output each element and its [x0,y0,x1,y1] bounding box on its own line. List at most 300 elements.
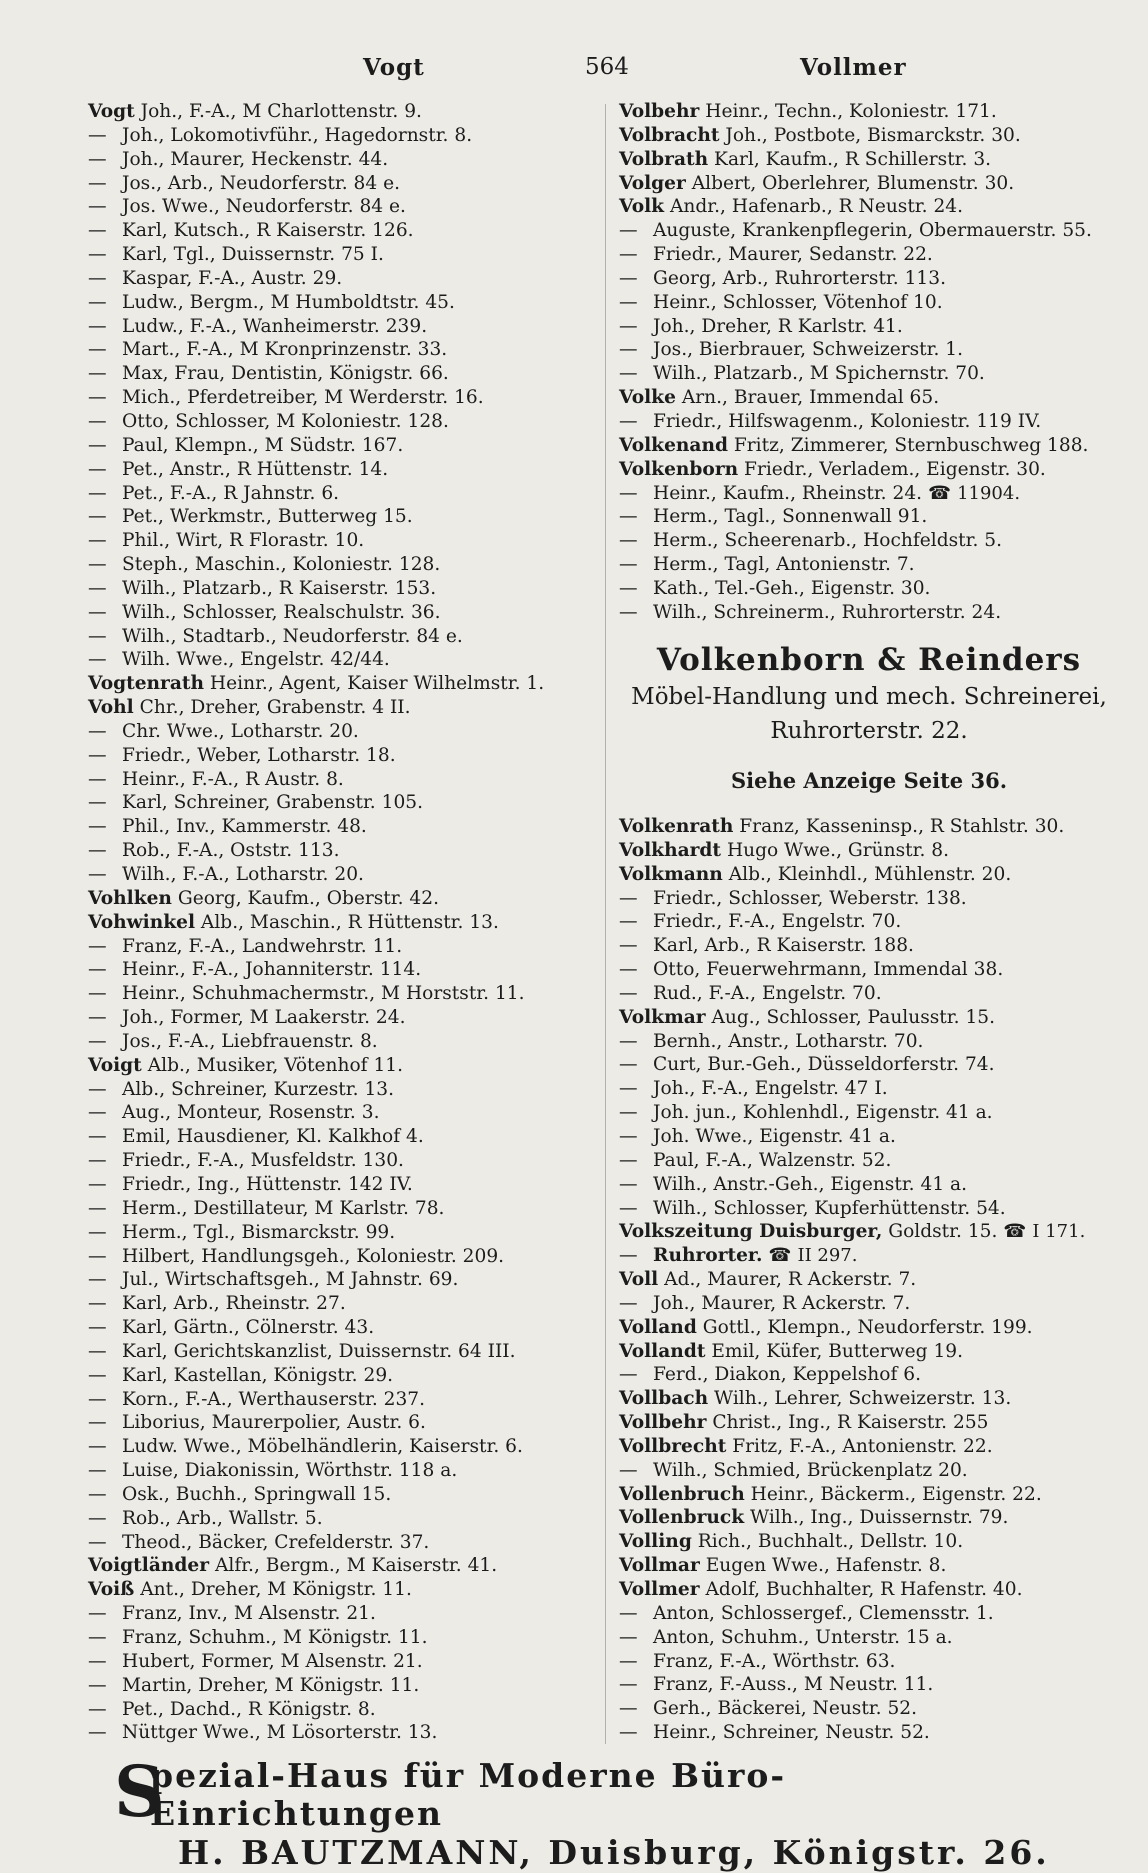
directory-entry [88,839,608,863]
continuation-dash: — [88,1173,107,1195]
directory-entry [619,1125,1119,1149]
continuation-dash: — [619,959,638,981]
directory-entry [619,1149,1119,1173]
entry-details: Alb., Schreiner, Kurzestr. 13. [122,1078,395,1100]
entry-details: Wilh., Lehrer, Schweizerstr. 13. [708,1388,1012,1410]
entry-details: Albert, Oberlehrer, Blumenstr. 30. [685,172,1015,194]
directory-entry [88,362,608,386]
entry-details: Karl, Gerichtskanzlist, Duissernstr. 64 III. [122,1340,516,1362]
directory-entry [619,1506,1119,1530]
entry-surname: Vohwinkel [88,911,196,933]
continuation-dash: — [88,1460,107,1482]
directory-entry [619,553,1119,577]
continuation-dash: — [88,1340,107,1362]
entry-details: Karl, Kastellan, Königstr. 29. [122,1364,394,1386]
directory-entry [88,672,608,696]
entry-surname: Volling [619,1531,692,1553]
directory-entry [619,1244,1119,1268]
continuation-dash: — [88,124,107,146]
continuation-dash: — [88,244,107,266]
directory-entry [88,1554,608,1578]
directory-entry [619,601,1119,625]
entry-details: Otto, Feuerwehrmann, Immendal 38. [653,959,1004,981]
entry-details: Friedr., F.-A., Engelstr. 70. [653,911,902,933]
entry-details: Karl, Arb., R Kaiserstr. 188. [653,935,914,957]
entry-details: Alb., Kleinhdl., Mühlenstr. 20. [722,863,1012,885]
directory-entry [88,1602,608,1626]
entry-details: Eugen Wwe., Hafenstr. 8. [699,1555,947,1577]
directory-entry [88,1626,608,1650]
continuation-dash: — [619,291,638,313]
entry-details: Friedr., Ing., Hüttenstr. 142 IV. [122,1173,413,1195]
directory-entry [619,1220,1119,1244]
continuation-dash: — [88,1102,107,1124]
entry-details: Heinr., F.-A., Johanniterstr. 114. [122,959,422,981]
header-right-keyword: Vollmer [800,54,907,81]
continuation-dash: — [619,1054,638,1076]
entry-details: Franz, F.-A., Landwehrstr. 11. [122,935,403,957]
entry-details: Pet., Anstr., R Hüttenstr. 14. [122,458,389,480]
continuation-dash: — [88,1698,107,1720]
entry-details: Heinr., F.-A., R Austr. 8. [122,768,344,790]
directory-entry [88,1364,608,1388]
directory-entry [88,1197,608,1221]
directory-entry [88,1268,608,1292]
directory-entry [619,267,1119,291]
continuation-dash: — [88,363,107,385]
continuation-dash: — [619,577,638,599]
entry-surname: Voll [619,1269,659,1291]
continuation-dash: — [619,363,638,385]
entry-details: Auguste, Krankenpflegerin, Obermauerstr. 55. [653,220,1092,242]
directory-entry [619,1602,1119,1626]
entry-details: Friedr., Verladem., Eigenstr. 30. [738,458,1046,480]
continuation-dash: — [619,1173,638,1195]
continuation-dash: — [619,1698,638,1720]
continuation-dash: — [88,935,107,957]
entry-details: Franz, Inv., M Alsenstr. 21. [122,1603,376,1625]
directory-entry [619,1340,1119,1364]
continuation-dash: — [88,172,107,194]
continuation-dash: — [619,339,638,361]
directory-entry [619,315,1119,339]
entry-details: Jos., Arb., Neudorferstr. 84 e. [122,172,401,194]
footer-line-2: H. BAUTZMANN, Duisburg, Königstr. 26. [178,1833,1050,1872]
entry-details: Christ., Ing., R Kaiserstr. 255 [706,1412,989,1434]
entry-surname: Vollenbruck [619,1507,745,1529]
entry-details: Joh., Maurer, R Ackerstr. 7. [653,1292,911,1314]
entry-details: Franz, Kasseninsp., R Stahlstr. 30. [733,816,1065,837]
continuation-dash: — [88,1531,107,1553]
directory-entry [619,1459,1119,1483]
continuation-dash: — [88,1317,107,1339]
directory-entry [619,362,1119,386]
entry-details: Fritz, F.-A., Antonienstr. 22. [726,1435,993,1457]
directory-entry [619,1483,1119,1507]
continuation-dash: — [619,1149,638,1171]
continuation-dash: — [619,1292,638,1314]
continuation-dash: — [88,768,107,790]
entry-details: Hilbert, Handlungsgeh., Koloniestr. 209. [122,1245,505,1267]
entry-details: Franz, Schuhm., M Königstr. 11. [122,1627,428,1648]
continuation-dash: — [88,1436,107,1458]
entry-details: Goldstr. 15. [882,1221,998,1243]
entry-details: Herm., Tagl., Sonnenwall 91. [653,506,928,528]
entry-details: Joh., Lokomotivführ., Hagedornstr. 8. [122,124,473,146]
continuation-dash: — [619,982,638,1004]
telephone-icon: ☎ [762,1245,798,1267]
entry-surname: Voigt [88,1054,142,1076]
entry-details: Joh., Postbote, Bismarckstr. 30. [719,124,1021,146]
entry-details: Friedr., F.-A., Musfeldstr. 130. [122,1150,404,1172]
entry-details: Karl, Kutsch., R Kaiserstr. 126. [122,220,414,242]
entry-details: Andr., Hafenarb., R Neustr. 24. [664,196,964,218]
entry-details: Heinr., Schlosser, Vötenhof 10. [653,291,943,313]
directory-entry [619,1101,1119,1125]
continuation-dash: — [88,1197,107,1219]
directory-entry [619,1697,1119,1721]
directory-entry [619,338,1119,362]
entry-surname: Volger [619,172,686,194]
entry-surname: Volkmar [619,1006,706,1028]
entry-details: Wilh., Anstr.-Geh., Eigenstr. 41 a. [653,1173,968,1195]
directory-entry [88,1078,608,1102]
continuation-dash: — [88,649,107,671]
directory-entry [619,982,1119,1006]
entry-details: Liborius, Maurerpolier, Austr. 6. [122,1412,426,1434]
continuation-dash: — [619,220,638,242]
entry-details: Alfr., Bergm., M Kaiserstr. 41. [209,1555,498,1577]
ad-title: Volkenborn & Reinders [656,642,1082,678]
continuation-dash: — [88,1126,107,1148]
entry-surname: Vollmer [619,1579,700,1600]
directory-entry [619,1316,1119,1340]
entry-details: Herm., Tgl., Bismarckstr. 99. [122,1221,396,1243]
directory-entry [88,458,608,482]
continuation-dash: — [619,935,638,957]
entry-details: Mich., Pferdetreiber, M Werderstr. 16. [122,387,484,409]
entry-details: Theod., Bäcker, Crefelderstr. 37. [122,1531,430,1553]
continuation-dash: — [619,315,638,337]
continuation-dash: — [88,1293,107,1315]
entry-details: Jos., Bierbrauer, Schweizerstr. 1. [653,339,964,361]
entry-details: Gerh., Bäckerei, Neustr. 52. [653,1698,918,1720]
directory-entry [619,1530,1119,1554]
continuation-dash: — [88,1245,107,1267]
directory-entry [88,1721,608,1745]
directory-entry [619,482,1119,506]
entry-details: Phil., Wirt, R Florastr. 10. [122,530,365,552]
continuation-dash: — [88,1722,107,1744]
directory-entry [88,1173,608,1197]
entry-details: Franz, F.-A., Wörthstr. 63. [653,1650,896,1672]
directory-entry [88,1101,608,1125]
entry-details: Osk., Buchh., Springwall 15. [122,1483,392,1505]
advertisement-block [619,640,1119,796]
entry-details: Heinr., Techn., Koloniestr. 171. [699,101,997,122]
entry-details: Ad., Maurer, R Ackerstr. 7. [658,1269,917,1291]
right-column-bottom [619,815,1119,1745]
directory-entry [619,1554,1119,1578]
directory-entry [619,1006,1119,1030]
entry-details: Heinr., Kaufm., Rheinstr. 24. [653,482,923,504]
directory-entry [619,1721,1119,1745]
telephone-icon: ☎ [922,482,958,504]
directory-entry [88,768,608,792]
continuation-dash: — [88,410,107,432]
continuation-dash: — [88,530,107,552]
continuation-dash: — [88,792,107,814]
ad-reference: Siehe Anzeige Seite 36. [730,768,1008,793]
directory-entry [88,1698,608,1722]
directory-entry [88,1221,608,1245]
entry-details: Rud., F.-A., Engelstr. 70. [653,982,882,1004]
ad-line-1: Möbel-Handlung und mech. Schreinerei, [631,684,1107,710]
directory-entry [619,505,1119,529]
entry-details: Korn., F.-A., Werthauserstr. 237. [122,1388,426,1410]
directory-entry [619,934,1119,958]
directory-entry [88,100,608,124]
directory-entry [88,1245,608,1269]
directory-entry [88,434,608,458]
continuation-dash: — [88,506,107,528]
footer-initial-letter: S [114,1750,165,1833]
directory-entry [88,1388,608,1412]
directory-entry [619,529,1119,553]
directory-entry [88,1507,608,1531]
continuation-dash: — [88,220,107,242]
continuation-dash: — [88,1221,107,1243]
entry-details: Nüttger Wwe., M Lösorterstr. 13. [122,1722,438,1744]
entry-details: Otto, Schlosser, M Koloniestr. 128. [122,410,449,432]
directory-entry [619,1435,1119,1459]
directory-entry [88,172,608,196]
directory-entry [88,291,608,315]
entry-details: Alb., Maschin., R Hüttenstr. 13. [195,911,499,933]
entry-details: Karl, Schreiner, Grabenstr. 105. [122,792,424,814]
continuation-dash: — [88,1627,107,1648]
entry-details: Curt, Bur.-Geh., Düsseldorferstr. 74. [653,1054,995,1076]
directory-entry [88,553,608,577]
continuation-dash: — [619,554,638,576]
entry-details: Karl, Tgl., Duissernstr. 75 I. [122,244,384,266]
directory-entry [619,291,1119,315]
directory-entry [88,148,608,172]
continuation-dash: — [619,1722,638,1744]
entry-details: Mart., F.-A., M Kronprinzenstr. 33. [122,339,448,361]
directory-entry [88,601,608,625]
entry-phone-number: II 297. [797,1245,858,1267]
directory-entry [88,863,608,887]
directory-entry [619,434,1119,458]
directory-entry [88,1459,608,1483]
continuation-dash: — [88,840,107,862]
entry-surname: Volke [619,387,676,409]
directory-entry [619,1268,1119,1292]
entry-details: Rob., F.-A., Oststr. 113. [122,840,340,862]
entry-surname: Voigtländer [88,1555,210,1577]
entry-details: Ferd., Diakon, Keppelshof 6. [653,1364,922,1386]
entry-details: Heinr., Schuhmachermstr., M Horststr. 11. [122,983,525,1005]
directory-entry [619,1197,1119,1221]
directory-entry [619,100,1119,124]
directory-entry [88,648,608,672]
entry-details: Alb., Musiker, Vötenhof 11. [141,1054,404,1076]
entry-details: Joh., Dreher, R Karlstr. 41. [653,315,903,337]
continuation-dash: — [619,506,638,528]
continuation-dash: — [88,482,107,504]
directory-entry [88,529,608,553]
entry-surname: Volland [619,1316,697,1338]
continuation-dash: — [619,1030,638,1052]
continuation-dash: — [88,983,107,1005]
directory-entry [88,195,608,219]
entry-details: Wilh., Platzarb., M Spichernstr. 70. [653,363,985,385]
entry-details: Georg, Kaufm., Oberstr. 42. [171,887,439,909]
entry-details: Chr., Dreher, Grabenstr. 4 II. [133,697,411,719]
directory-entry [619,1387,1119,1411]
continuation-dash: — [619,1125,638,1147]
continuation-dash: — [88,1364,107,1386]
directory-entry [88,1340,608,1364]
entry-surname: Vollenbruch [619,1483,745,1505]
entry-surname: Vollbach [619,1388,709,1410]
directory-entry [619,1292,1119,1316]
directory-entry [88,625,608,649]
footer-line-1: pezial-Haus für Moderne Büro-Einrichtungen [150,1756,787,1833]
entry-details: Jos. Wwe., Neudorferstr. 84 e. [122,196,406,218]
entry-details: Emil, Hausdiener, Kl. Kalkhof 4. [122,1126,424,1148]
directory-entry [88,1578,608,1602]
directory-entry [619,410,1119,434]
directory-entry [619,458,1119,482]
continuation-dash: — [619,1197,638,1219]
entry-details: Friedr., Hilfswagenm., Koloniestr. 119 IV. [653,410,1042,432]
directory-entry [619,1077,1119,1101]
entry-surname: Volkenand [619,434,728,456]
directory-entry [619,148,1119,172]
continuation-dash: — [619,1364,638,1386]
entry-details: Heinr., Bäckerm., Eigenstr. 22. [744,1483,1042,1505]
entry-details: Rich., Buchhalt., Dellstr. 10. [691,1531,964,1553]
directory-entry [619,1650,1119,1674]
directory-entry [619,910,1119,934]
directory-entry [619,1030,1119,1054]
entry-details: Friedr., Maurer, Sedanstr. 22. [653,244,933,266]
directory-entry [88,1030,608,1054]
entry-surname: Volbehr [619,101,700,122]
directory-entry [88,338,608,362]
entry-details: Joh., Former, M Laakerstr. 24. [122,1007,406,1029]
continuation-dash: — [619,530,638,552]
continuation-dash: — [619,1102,638,1124]
directory-entry [88,1650,608,1674]
directory-entry [88,1531,608,1555]
entry-details: Franz, F.-Auss., M Neustr. 11. [653,1674,934,1696]
entry-details: Georg, Arb., Ruhrorterstr. 113. [653,267,946,289]
entry-surname: Volbrath [619,148,709,170]
continuation-dash: — [88,1412,107,1434]
telephone-icon: ☎ [997,1221,1033,1243]
entry-details: Emil, Küfer, Butterweg 19. [705,1340,964,1362]
entry-surname: Vollbehr [619,1412,707,1434]
page-header [0,48,1148,88]
directory-entry [619,1626,1119,1650]
entry-details: Phil., Inv., Kammerstr. 48. [122,816,367,838]
directory-entry [619,887,1119,911]
entry-surname: Vollbrecht [619,1435,727,1457]
entry-details: Joh. Wwe., Eigenstr. 41 a. [653,1125,896,1147]
entry-surname: Volkhardt [619,839,722,861]
directory-entry [619,863,1119,887]
directory-entry [619,172,1119,196]
directory-entry [619,815,1119,839]
entry-details: Arn., Brauer, Immendal 65. [675,387,940,409]
entry-surname: Voiß [88,1579,135,1601]
continuation-dash: — [88,1483,107,1505]
continuation-dash: — [88,577,107,599]
directory-entry [619,1363,1119,1387]
entry-surname: Volkenrath [619,816,734,837]
directory-entry [619,958,1119,982]
entry-details: Adolf, Buchhalter, R Hafenstr. 40. [699,1579,1023,1600]
entry-details: Max, Frau, Dentistin, Königstr. 66. [122,363,449,385]
entry-surname: Volk [619,196,665,218]
directory-entry [88,791,608,815]
continuation-dash: — [619,482,638,504]
entry-details: Herm., Tagl, Antonienstr. 7. [653,554,915,576]
ad-line-2: Ruhrorterstr. 22. [770,718,968,744]
entry-details: Ludw., F.-A., Wanheimerstr. 239. [122,315,428,337]
entry-details: Steph., Maschin., Koloniestr. 128. [122,554,441,576]
continuation-dash: — [619,244,638,266]
entry-details: Wilh., F.-A., Lotharstr. 20. [122,864,364,885]
entry-details: Friedr., Schlosser, Weberstr. 138. [653,887,967,909]
entry-surname: Vohlken [88,887,172,909]
continuation-dash: — [88,1078,107,1100]
continuation-dash: — [619,1650,638,1672]
entry-phone-number: I 171. [1032,1221,1086,1243]
directory-entry [88,1483,608,1507]
directory-entry [88,1674,608,1698]
continuation-dash: — [88,458,107,480]
directory-entry [619,1673,1119,1697]
continuation-dash: — [88,601,107,623]
continuation-dash: — [619,911,638,933]
continuation-dash: — [88,1007,107,1029]
entry-surname: Volkszeitung Duisburger, [619,1221,883,1243]
entry-details: Wilh., Ing., Duissernstr. 79. [744,1507,1009,1529]
entry-details: Jos., F.-A., Liebfrauenstr. 8. [122,1030,378,1052]
entry-details: Jul., Wirtschaftsgeh., M Jahnstr. 69. [122,1269,459,1291]
continuation-dash: — [88,720,107,742]
continuation-dash: — [619,1245,638,1267]
directory-entry [619,124,1119,148]
entry-details: Pet., Werkmstr., Butterweg 15. [122,506,413,528]
entry-details: Chr. Wwe., Lotharstr. 20. [122,720,359,742]
directory-entry [88,243,608,267]
entry-details: Heinr., Schreiner, Neustr. 52. [653,1722,930,1744]
entry-surname: Volkmann [619,863,723,885]
continuation-dash: — [88,1388,107,1410]
entry-details: Wilh., Schlosser, Realschulstr. 36. [122,601,441,623]
entry-details: Pet., F.-A., R Jahnstr. 6. [122,482,340,504]
entry-details: Ludw., Bergm., M Humboldtstr. 45. [122,291,455,313]
directory-entry [88,219,608,243]
entry-details: Kaspar, F.-A., Austr. 29. [122,267,343,289]
entry-details: Wilh., Stadtarb., Neudorferstr. 84 e. [122,625,463,647]
entry-details: Martin, Dreher, M Königstr. 11. [122,1674,420,1696]
